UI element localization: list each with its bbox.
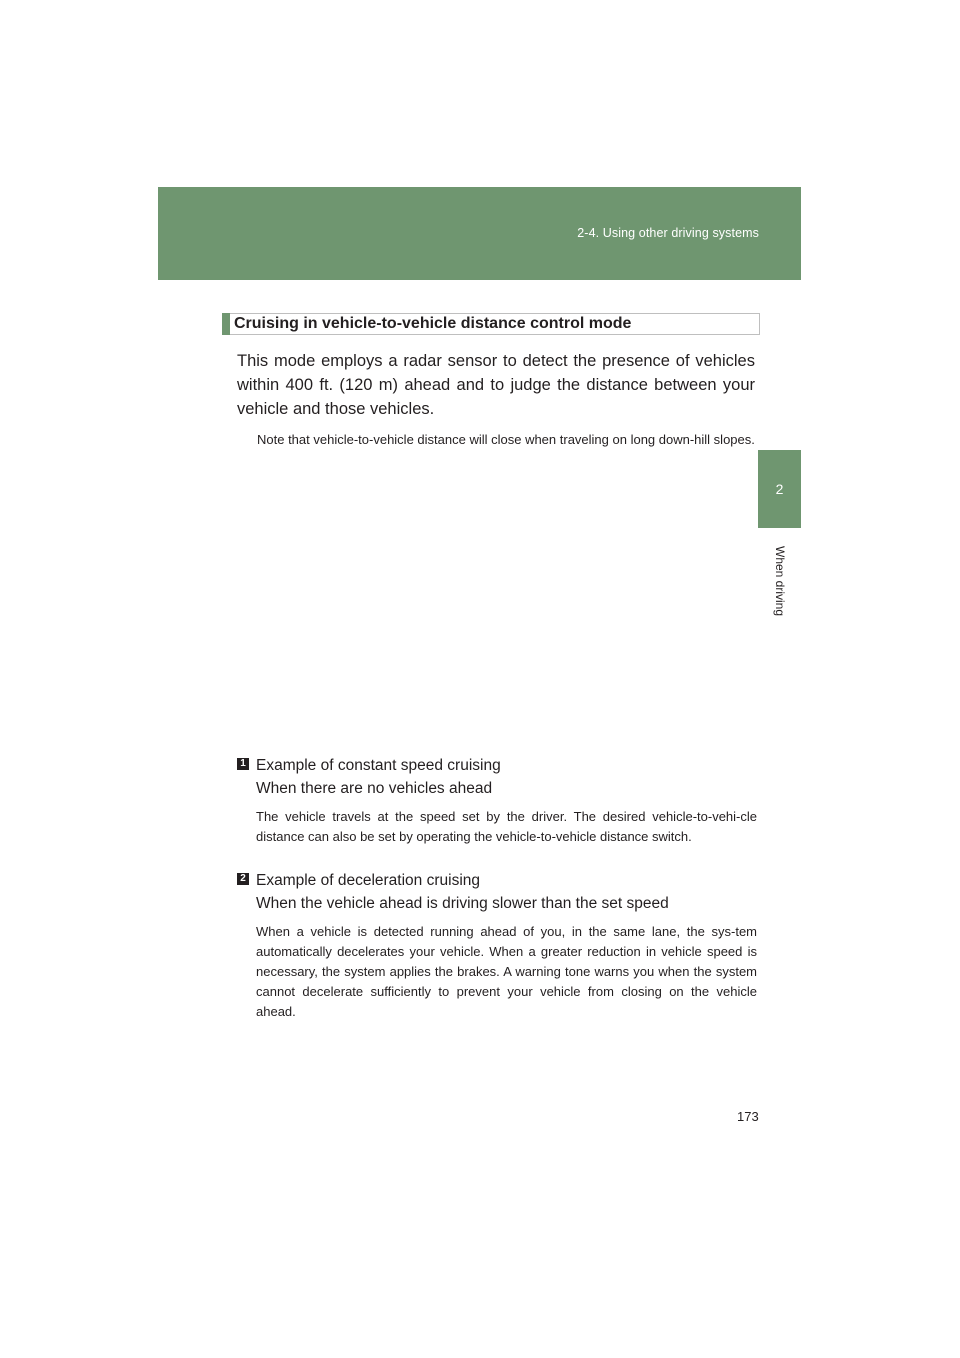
item-title (256, 754, 757, 800)
item-title-line2: When there are no vehicles ahead (256, 780, 493, 797)
item-title-line2: When the vehicle ahead is driving slower than the set speed (256, 895, 669, 912)
item-title-line1: Example of deceleration cruising (256, 872, 481, 889)
section-title: 2-4. Using other driving systems (577, 226, 759, 240)
page-number: 173 (737, 1109, 759, 1124)
chapter-tab (758, 450, 801, 528)
item-number-badge: 2 (237, 873, 249, 885)
chapter-label (768, 538, 792, 624)
list-item (237, 869, 757, 1022)
intro-paragraph: This mode employs a radar sensor to detect the presence of vehicles within 400 ft. (120 m) ahead and to judge the distance between your vehicle and those vehicles. (237, 352, 755, 418)
list-item (237, 754, 757, 847)
note-paragraph: Note that vehicle-to-vehicle distance will close when traveling on long down-hill slopes. (257, 432, 755, 447)
chapter-label-text: When driving (773, 545, 787, 617)
header-band (158, 187, 801, 280)
item-number-badge: 1 (237, 758, 249, 770)
item-title (256, 869, 757, 915)
chapter-number: 2 (775, 481, 784, 497)
section-heading-text: Cruising in vehicle-to-vehicle distance control mode (234, 315, 632, 332)
heading-accent-bar (222, 313, 230, 335)
item-description: The vehicle travels at the speed set by the driver. The desired vehicle-to-vehi-cle distance can also be set by operating the vehicle-to-vehicle distance switch. (256, 809, 757, 844)
section-heading (222, 313, 760, 335)
item-description: When a vehicle is detected running ahead of you, in the same lane, the sys-tem automatically decelerates your vehicle. When a greater reduction in vehicle speed is necessary, the system applies the brakes. A warning tone warns you when the system cannot decelerate sufficiently to prevent your vehicle from closing on the vehicle ahead. (256, 924, 757, 1019)
item-title-line1: Example of constant speed cruising (256, 757, 501, 774)
